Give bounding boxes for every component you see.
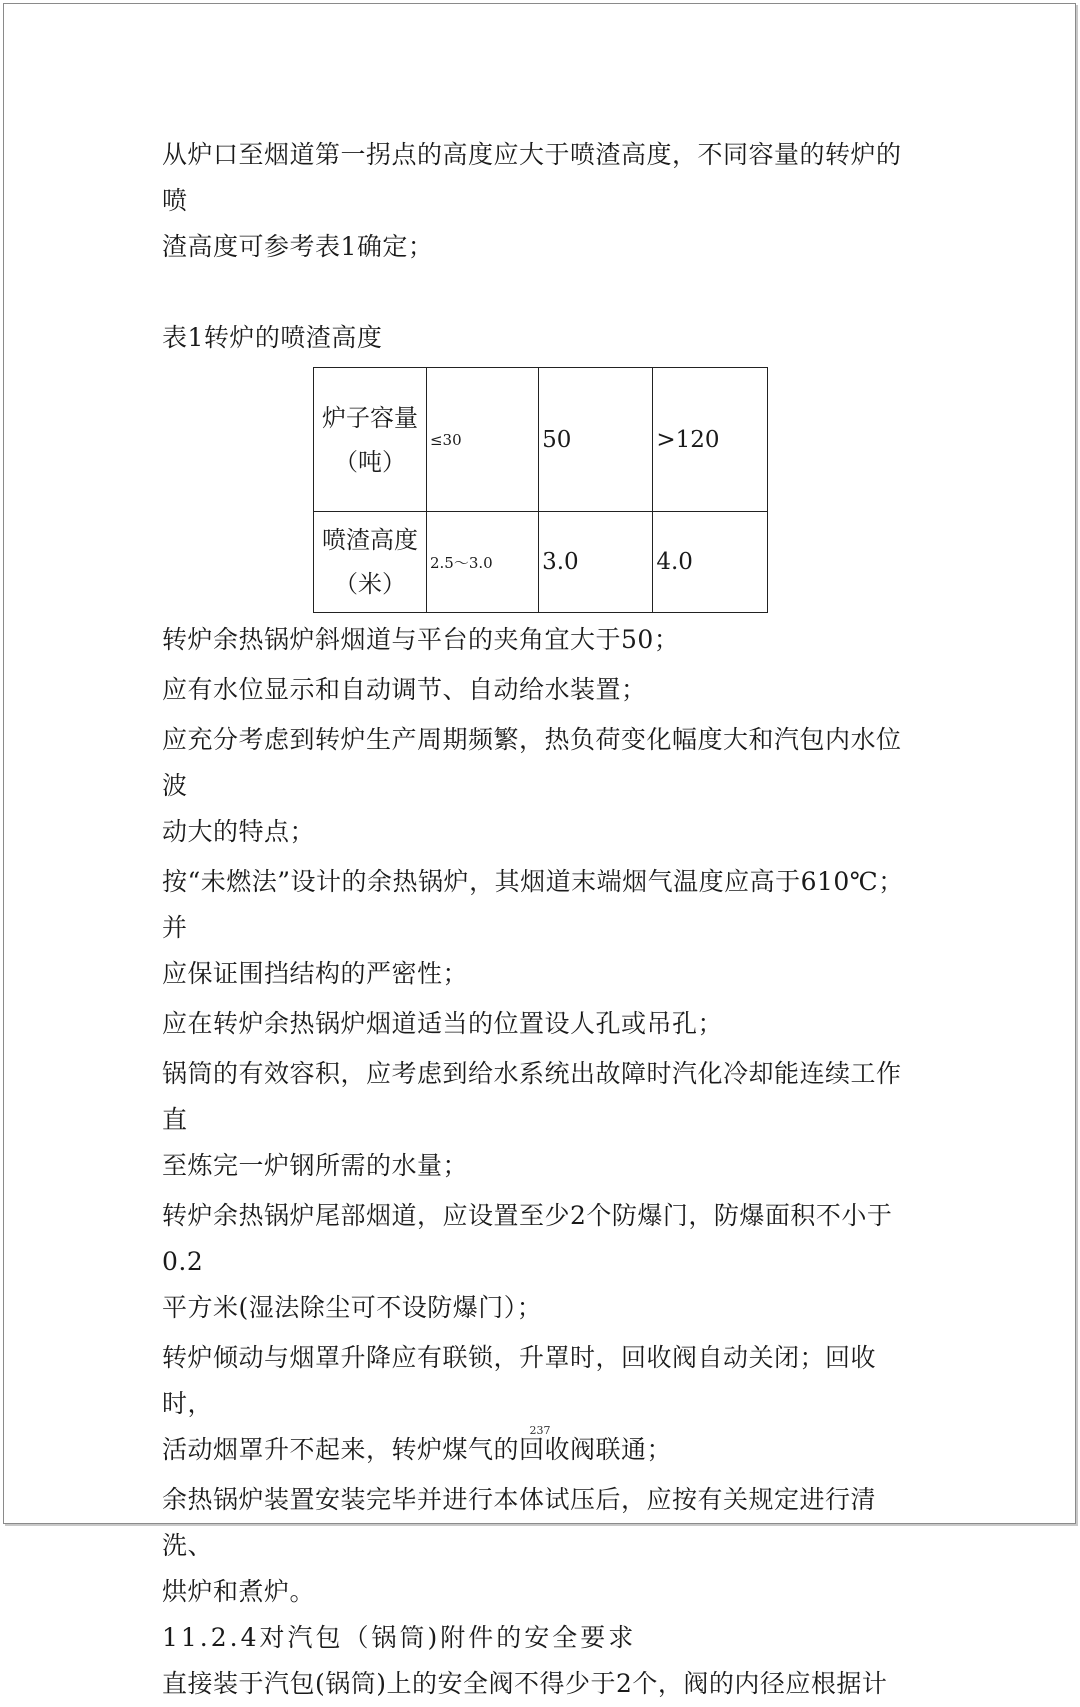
paragraph <box>162 859 922 997</box>
paragraph-line: 动大的特点； <box>162 817 316 846</box>
document-body <box>162 132 922 1707</box>
paragraph-line: 余热锅炉装置安装完毕并进行本体试压后，应按有关规定进行清洗、 <box>162 1485 877 1560</box>
paragraph-line: 转炉余热锅炉尾部烟道，应设置至少2个防爆门，防爆面积不小于0.2 <box>162 1201 893 1276</box>
table-row-capacity <box>314 368 768 512</box>
row-header-line: 炉子容量 <box>321 403 418 432</box>
table-cell: 4.0 <box>653 512 768 613</box>
paragraph-line: 转炉倾动与烟罩升降应有联锁，升罩时，回收阀自动关闭；回收时， <box>162 1343 877 1418</box>
table-cell: 3.0 <box>539 512 653 613</box>
table-row-height <box>314 512 768 613</box>
paragraph-line: 平方米(湿法除尘可不设防爆门）； <box>162 1293 543 1322</box>
paragraph-line: 应保证围挡结构的严密性； <box>162 959 469 988</box>
paragraph-line: 按“未燃法”设计的余热锅炉，其烟道末端烟气温度应高于610℃；并 <box>162 867 904 942</box>
row-header-height <box>314 512 427 613</box>
slag-height-table-wrapper <box>313 367 922 613</box>
paragraph <box>162 1477 922 1615</box>
slag-height-table <box>313 367 768 613</box>
paragraph-line: 应在转炉余热锅炉烟道适当的位置设人孔或吊孔； <box>162 1009 724 1038</box>
page-number: 237 <box>529 1424 551 1437</box>
paragraph-line: 锅筒的有效容积，应考虑到给水系统出故障时汽化冷却能连续工作直 <box>162 1059 902 1134</box>
paragraph <box>162 1193 922 1331</box>
row-header-line: 喷渣高度 <box>321 526 418 554</box>
section-heading: 11.2.4对汽包（锅筒)附件的安全要求 <box>162 1623 637 1652</box>
paragraph-line: 活动烟罩升不起来，转炉煤气的回收阀联通； <box>162 1435 673 1464</box>
table-cell: 50 <box>539 368 653 512</box>
table-cell: ≤30 <box>426 368 538 512</box>
paragraph <box>162 717 922 855</box>
row-header-capacity <box>314 368 427 512</box>
paragraph <box>162 1001 922 1047</box>
paragraph <box>162 667 922 713</box>
paragraph-line: 应充分考虑到转炉生产周期频繁，热负荷变化幅度大和汽包内水位波 <box>162 725 902 800</box>
paragraph <box>162 617 922 663</box>
table-caption: 表1转炉的喷渣高度 <box>162 323 383 352</box>
row-header-unit: （吨） <box>333 447 406 476</box>
row-header-unit: （米） <box>333 570 406 598</box>
paragraph-line: 至炼完一炉钢所需的水量； <box>162 1151 469 1180</box>
paragraph <box>162 1335 922 1473</box>
section-line: 直接装于汽包(锅筒)上的安全阀不得少于2个，阀的内径应根据计 <box>162 1669 888 1698</box>
table-cell: 2.5～3.0 <box>426 512 538 613</box>
table-cell: >120 <box>653 368 768 512</box>
paragraph-line: 转炉余热锅炉斜烟道与平台的夹角宜大于50； <box>162 625 680 654</box>
paragraph <box>162 1051 922 1189</box>
paragraph-line: 应有水位显示和自动调节、自动给水装置； <box>162 675 647 704</box>
paragraph-line: 烘炉和煮炉。 <box>162 1577 316 1606</box>
intro-line-1: 从炉口至烟道第一拐点的高度应大于喷渣高度，不同容量的转炉的喷 <box>162 140 902 215</box>
intro-line-2: 渣高度可参考表1确定； <box>162 232 434 261</box>
